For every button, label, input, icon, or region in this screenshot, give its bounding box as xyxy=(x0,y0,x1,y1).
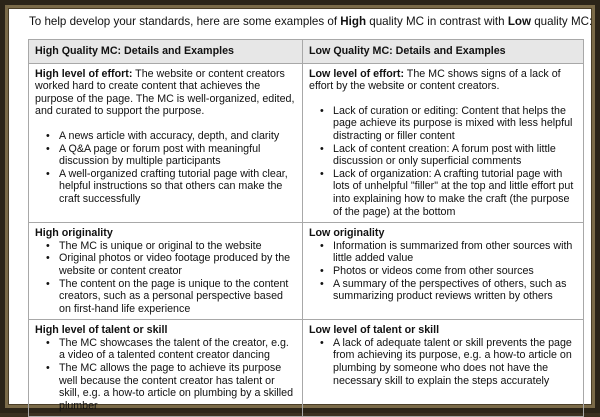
table-row xyxy=(29,63,584,223)
cell-title: High level of talent or skill xyxy=(35,324,168,337)
table-row xyxy=(29,223,584,320)
cell-high-effort xyxy=(29,63,303,223)
intro-text: To help develop your standards, here are some examples of High quality MC in contrast with Low quality MC: xyxy=(29,15,593,28)
cell-title: High level of effort: xyxy=(35,67,133,80)
cell-low-talent xyxy=(303,320,584,417)
list-item: • A news article with accuracy, depth, and clarity xyxy=(59,130,296,143)
bullet-list xyxy=(35,130,296,206)
list-item: • The MC is unique or original to the website xyxy=(59,240,296,253)
cell-title: Low originality xyxy=(309,227,385,240)
comparison-table xyxy=(28,39,584,417)
cell-title: Low level of talent or skill xyxy=(309,324,440,337)
cell-title: High originality xyxy=(35,227,113,240)
list-item: • Information is summarized from other sources with little added value xyxy=(333,240,577,265)
header-low: Low Quality MC: Details and Examples xyxy=(303,40,584,64)
list-item: • The content on the page is unique to the content creators, such as a personal perspective based on first-hand life experience xyxy=(59,278,296,316)
list-item: • The MC showcases the talent of the creator, e.g. a video of a talented content creator dancing xyxy=(59,337,296,362)
bullet-list xyxy=(35,240,296,316)
cell-description: The MC shows signs of a lack of effort by the website or content creators. xyxy=(309,67,561,93)
cell-high-talent xyxy=(29,320,303,417)
cell-high-originality xyxy=(29,223,303,320)
intro-high: High xyxy=(340,15,367,28)
document-page xyxy=(9,9,593,412)
list-item: • Lack of curation or editing: Content that helps the page achieve its purpose is mixed with less helpful distracting or filler content xyxy=(333,105,577,143)
list-item: • Photos or videos come from other sources xyxy=(333,265,577,278)
list-item: • A summary of the perspectives of others, such as summarizing product reviews written by others xyxy=(333,278,577,303)
list-item: • A lack of adequate talent or skill prevents the page from achieving its purpose, e.g. a how-to article on plumbing by someone who does not have the necessary skill to explain the steps accurately xyxy=(333,337,577,387)
list-item: • A Q&A page or forum post with meaningful discussion by multiple participants xyxy=(59,143,296,168)
list-item: • Original photos or video footage produced by the website or content creator xyxy=(59,252,296,277)
list-item: • Lack of content creation: A forum post with little discussion or only superficial comments xyxy=(333,143,577,168)
cell-title: Low level of effort: xyxy=(309,67,405,80)
cell-description: The website or content creators worked hard to create content that achieves the purpose of the page. The MC is well-organized, edited, and curated to support the purpose. xyxy=(35,67,295,118)
list-item: • Lack of organization: A crafting tutorial page with lots of unhelpful "filler" at the top and little effort put into explaining how to make the craft (the purpose of the page) at the bottom xyxy=(333,168,577,218)
intro-low: Low xyxy=(507,15,531,28)
list-item: • A well-organized crafting tutorial page with clear, helpful instructions so that others can make the craft successfully xyxy=(59,168,296,206)
bullet-list xyxy=(309,240,577,303)
bullet-list xyxy=(309,337,577,387)
cell-low-effort xyxy=(303,63,584,223)
table-row xyxy=(29,320,584,417)
cell-low-originality xyxy=(303,223,584,320)
header-row xyxy=(29,40,584,64)
header-high: High Quality MC: Details and Examples xyxy=(29,40,303,64)
bullet-list xyxy=(309,105,577,218)
bullet-list xyxy=(35,337,296,413)
list-item: • The MC allows the page to achieve its purpose well because the content creator has talent or skill, e.g. a how-to article on plumbing by a skilled plumber xyxy=(59,362,296,412)
